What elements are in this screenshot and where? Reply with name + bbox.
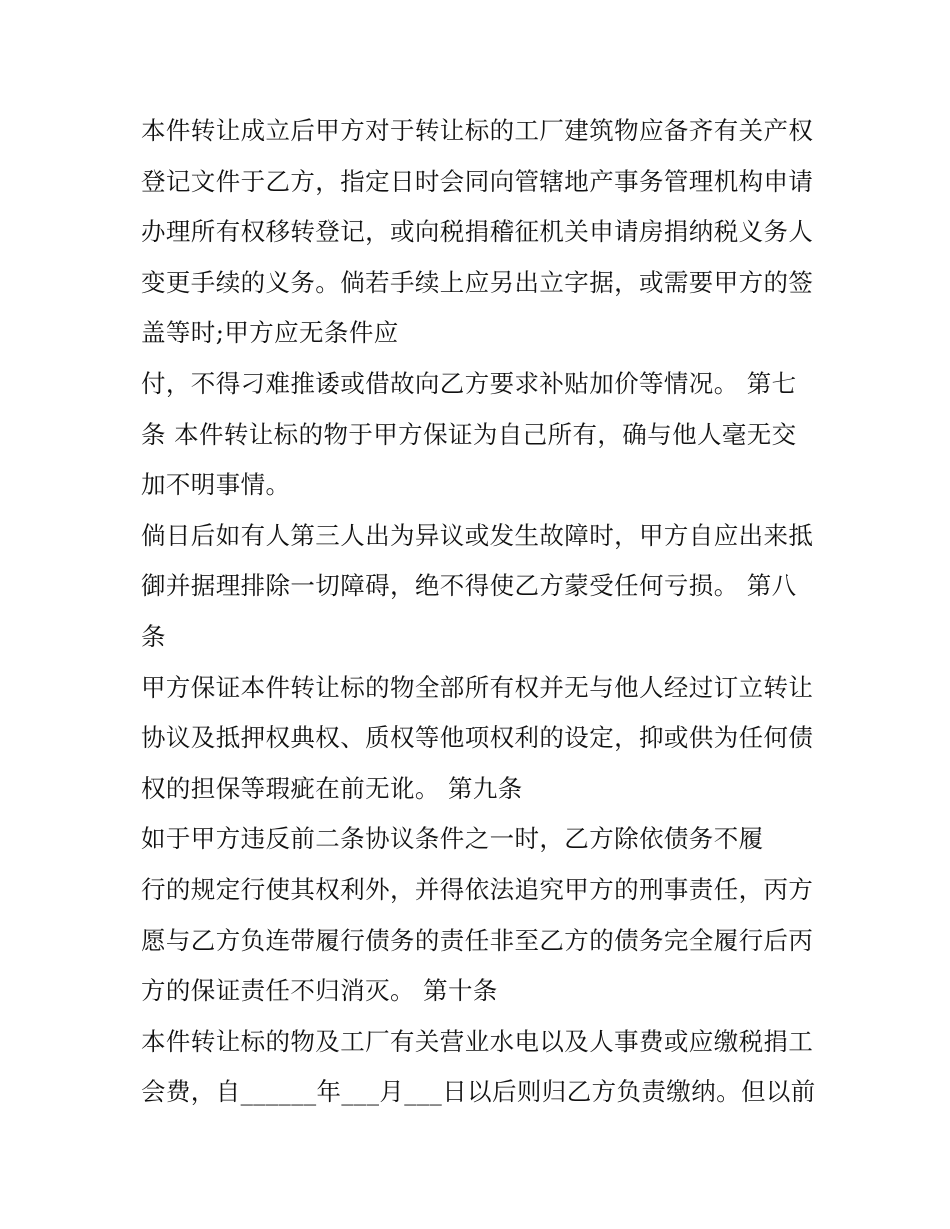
text-line: 如于甲方违反前二条协议条件之一时，乙方除依债务不履 <box>141 824 764 854</box>
text-line: 条 本件转让标的物于甲方保证为自己所有，确与他人毫无交 <box>141 419 797 449</box>
text-line: 方的保证责任不归消灭。 第十条 <box>141 976 498 1006</box>
text-line: 会费，自______年___月___日以后则归乙方负责缴纳。但以前 <box>141 1077 816 1107</box>
text-line: 御并据理排除一切障碍，绝不得使乙方蒙受任何亏损。 第八 <box>141 571 797 601</box>
text-line: 本件转让标的物及工厂有关营业水电以及人事费或应缴税捐工 <box>141 1026 814 1056</box>
text-line: 条 <box>141 621 166 651</box>
text-line: 甲方保证本件转让标的物全部所有权并无与他人经过订立转让 <box>141 672 814 702</box>
text-line: 权的担保等瑕疵在前无讹。 第九条 <box>141 773 523 803</box>
text-line: 办理所有权移转登记，或向税捐稽征机关申请房捐纳税义务人 <box>141 217 814 247</box>
text-line: 行的规定行使其权利外，并得依法追究甲方的刑事责任，丙方 <box>141 874 814 904</box>
text-line: 变更手续的义务。倘若手续上应另出立字据，或需要甲方的签 <box>141 267 814 297</box>
document-body <box>141 106 821 1118</box>
text-line: 愿与乙方负连带履行债务的责任非至乙方的债务完全履行后丙 <box>141 925 814 955</box>
text-line: 倘日后如有人第三人出为异议或发生故障时，甲方自应出来抵 <box>141 520 814 550</box>
text-line: 付，不得刁难推诿或借故向乙方要求补贴加价等情况。 第七 <box>141 368 797 398</box>
text-line: 本件转让成立后甲方对于转让标的工厂建筑物应备齐有关产权 <box>141 116 814 145</box>
text-line: 盖等时;甲方应无条件应 <box>141 318 399 348</box>
text-line: 协议及抵押权典权、质权等他项权利的设定，抑或供为任何债 <box>141 723 814 753</box>
text-line: 登记文件于乙方，指定日时会同向管辖地产事务管理机构申请 <box>141 166 814 196</box>
text-line: 加不明事情。 <box>141 470 291 500</box>
